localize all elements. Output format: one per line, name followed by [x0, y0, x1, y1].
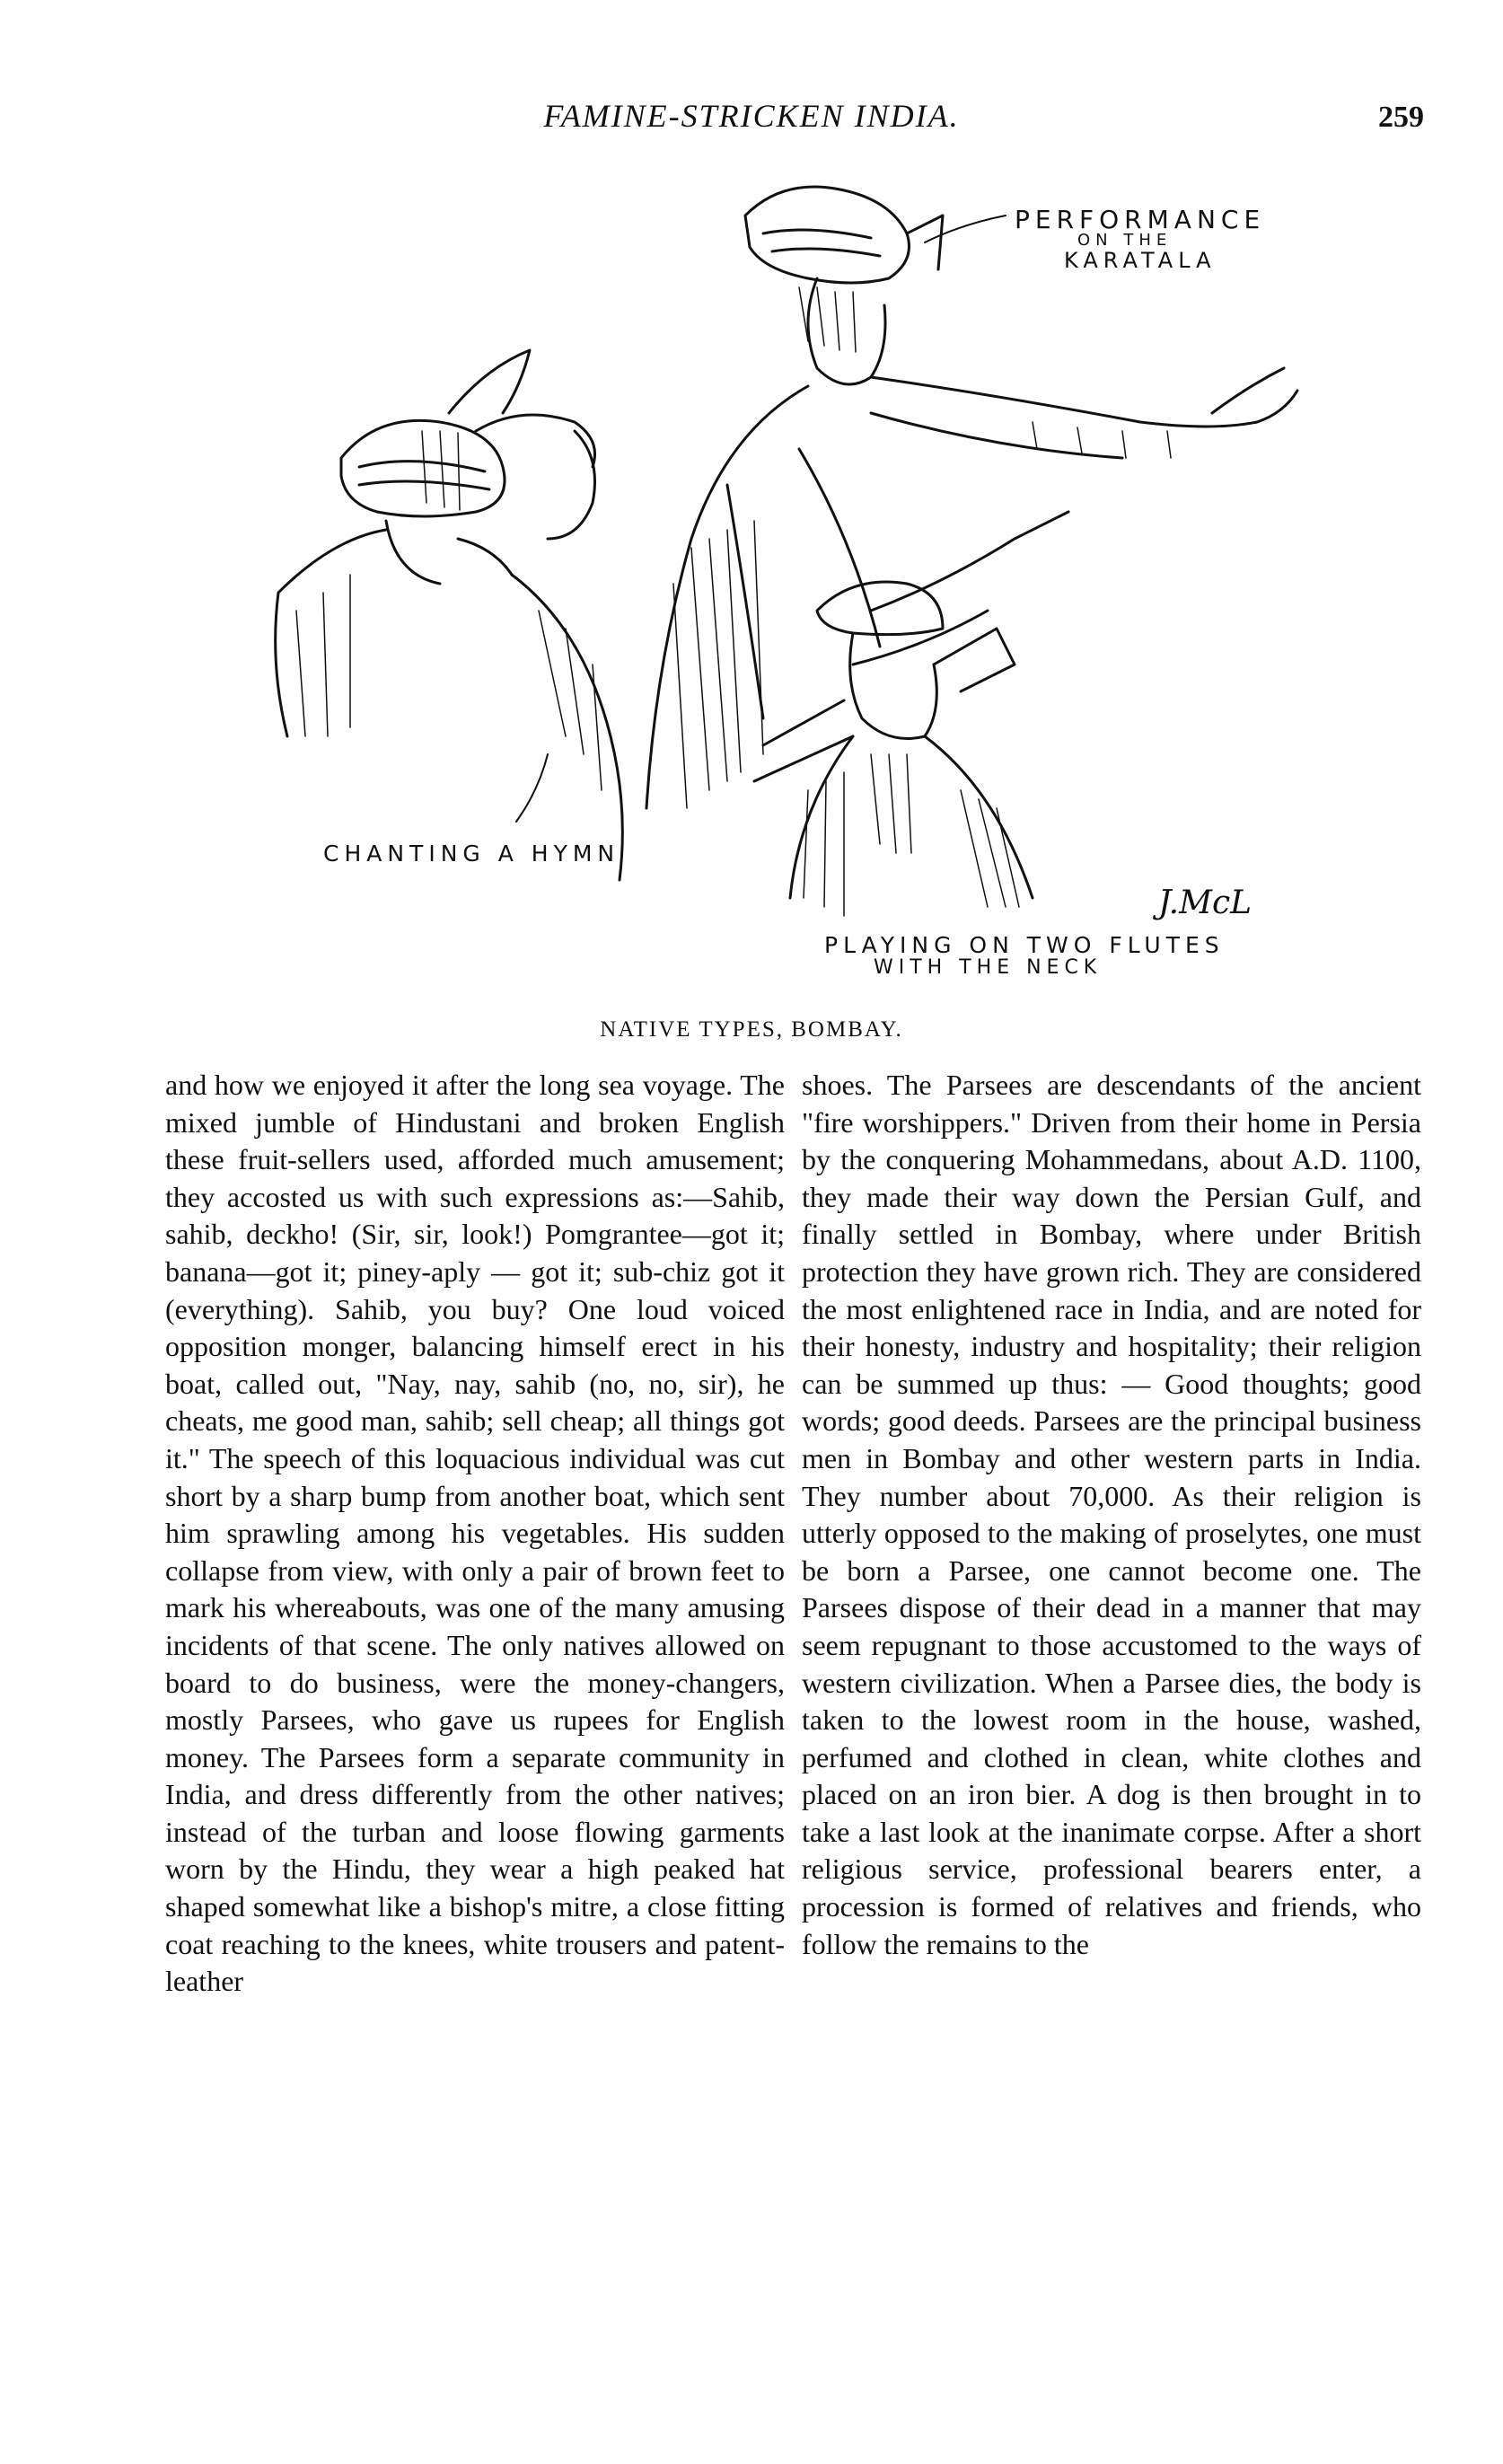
body-column-right [802, 1067, 1421, 1963]
page-number: 259 [1378, 101, 1424, 134]
chanting-figures-drawing [276, 350, 623, 880]
flute-player-drawing [754, 582, 1033, 898]
label-flutes [824, 934, 1225, 978]
standing-figure-drawing [646, 187, 1297, 808]
label-performance-line3: KARATALA [1064, 248, 1217, 274]
ink-drawing [224, 162, 1302, 1006]
running-title: FAMINE-STRICKEN INDIA. [543, 98, 960, 134]
label-flutes-line1: PLAYING ON TWO FLUTES [824, 932, 1225, 958]
label-performance-line1: PERFORMANCE [1015, 205, 1266, 234]
label-performance [1015, 207, 1265, 272]
body-paragraph-left: and how we enjoyed it after the long sea voyage. The mixed jumble of Hindustani and broken English these fruit-sellers used, afforded much amusement; they accosted us with such expressions as:—Sahib, sahib, deckho! (Sir, sir, look!) Pomgrantee—got it; banana—got it; piney-aply — got it; sub-chiz got it (everything). Sahib, you buy? One loud voiced opposition monger, balancing himself erect in his boat, called out, "Nay, nay, sahib (no, no, sir), he cheats, me good man, sahib; sell cheap; all things got it." The speech of this loquacious individual was cut short by a sharp bump from another boat, which sent him sprawling among his vegetables. His sudden collapse from view, with only a pair of brown feet to mark his whereabouts, was one of the many amusing incidents of that scene. The only natives allowed on board to do business, were the money-changers, mostly Parsees, who gave us rupees for English money. The Parsees form a separate community in India, and dress differently from the other natives; instead of the turban and loose flowing garments worn by the Hindu, they wear a high peaked hat shaped somewhat like a bishop's mitre, a close fitting coat reaching to the knees, white trousers and patent-leather [165, 1069, 785, 1998]
label-flutes-line2: WITH THE NECK [874, 956, 1103, 980]
body-paragraph-right: shoes. The Parsees are descendants of the ancient "fire worshippers." Driven from their home in Persia by the conquering Mohammedans, about A.D. 1100, they made their way down the Persian Gulf, and finally settled in Bombay, where under British protection they have grown rich. They are considered the most enlightened race in India, and are noted for their honesty, industry and hospitality; their religion can be summed up thus: — Good thoughts; good words; good deeds. Parsees are the principal business men in Bombay and other western parts in India. They number about 70,000. As their religion is utterly opposed to the making of proselytes, one must be born a Parsee, one cannot become one. The Parsees dispose of their dead in a manner that may seem repugnant to those accustomed to the ways of western civilization. When a Parsee dies, the body is taken to the lowest room in the house, washed, perfumed and clothed in clean, white clothes and placed on an iron bier. A dog is then brought in to take a last look at the inanimate corpse. After a short religious service, professional bearers enter, a procession is formed of relatives and friends, who follow the remains to the [802, 1069, 1421, 1960]
artist-signature: J.McL [1158, 884, 1252, 921]
label-chanting: CHANTING A HYMN [323, 840, 620, 867]
label-performance-line2: ON THE [1077, 231, 1173, 251]
body-column-left [165, 1067, 785, 2001]
figure-caption: NATIVE TYPES, BOMBAY. [600, 1017, 903, 1042]
illustration-native-types [224, 162, 1302, 1006]
